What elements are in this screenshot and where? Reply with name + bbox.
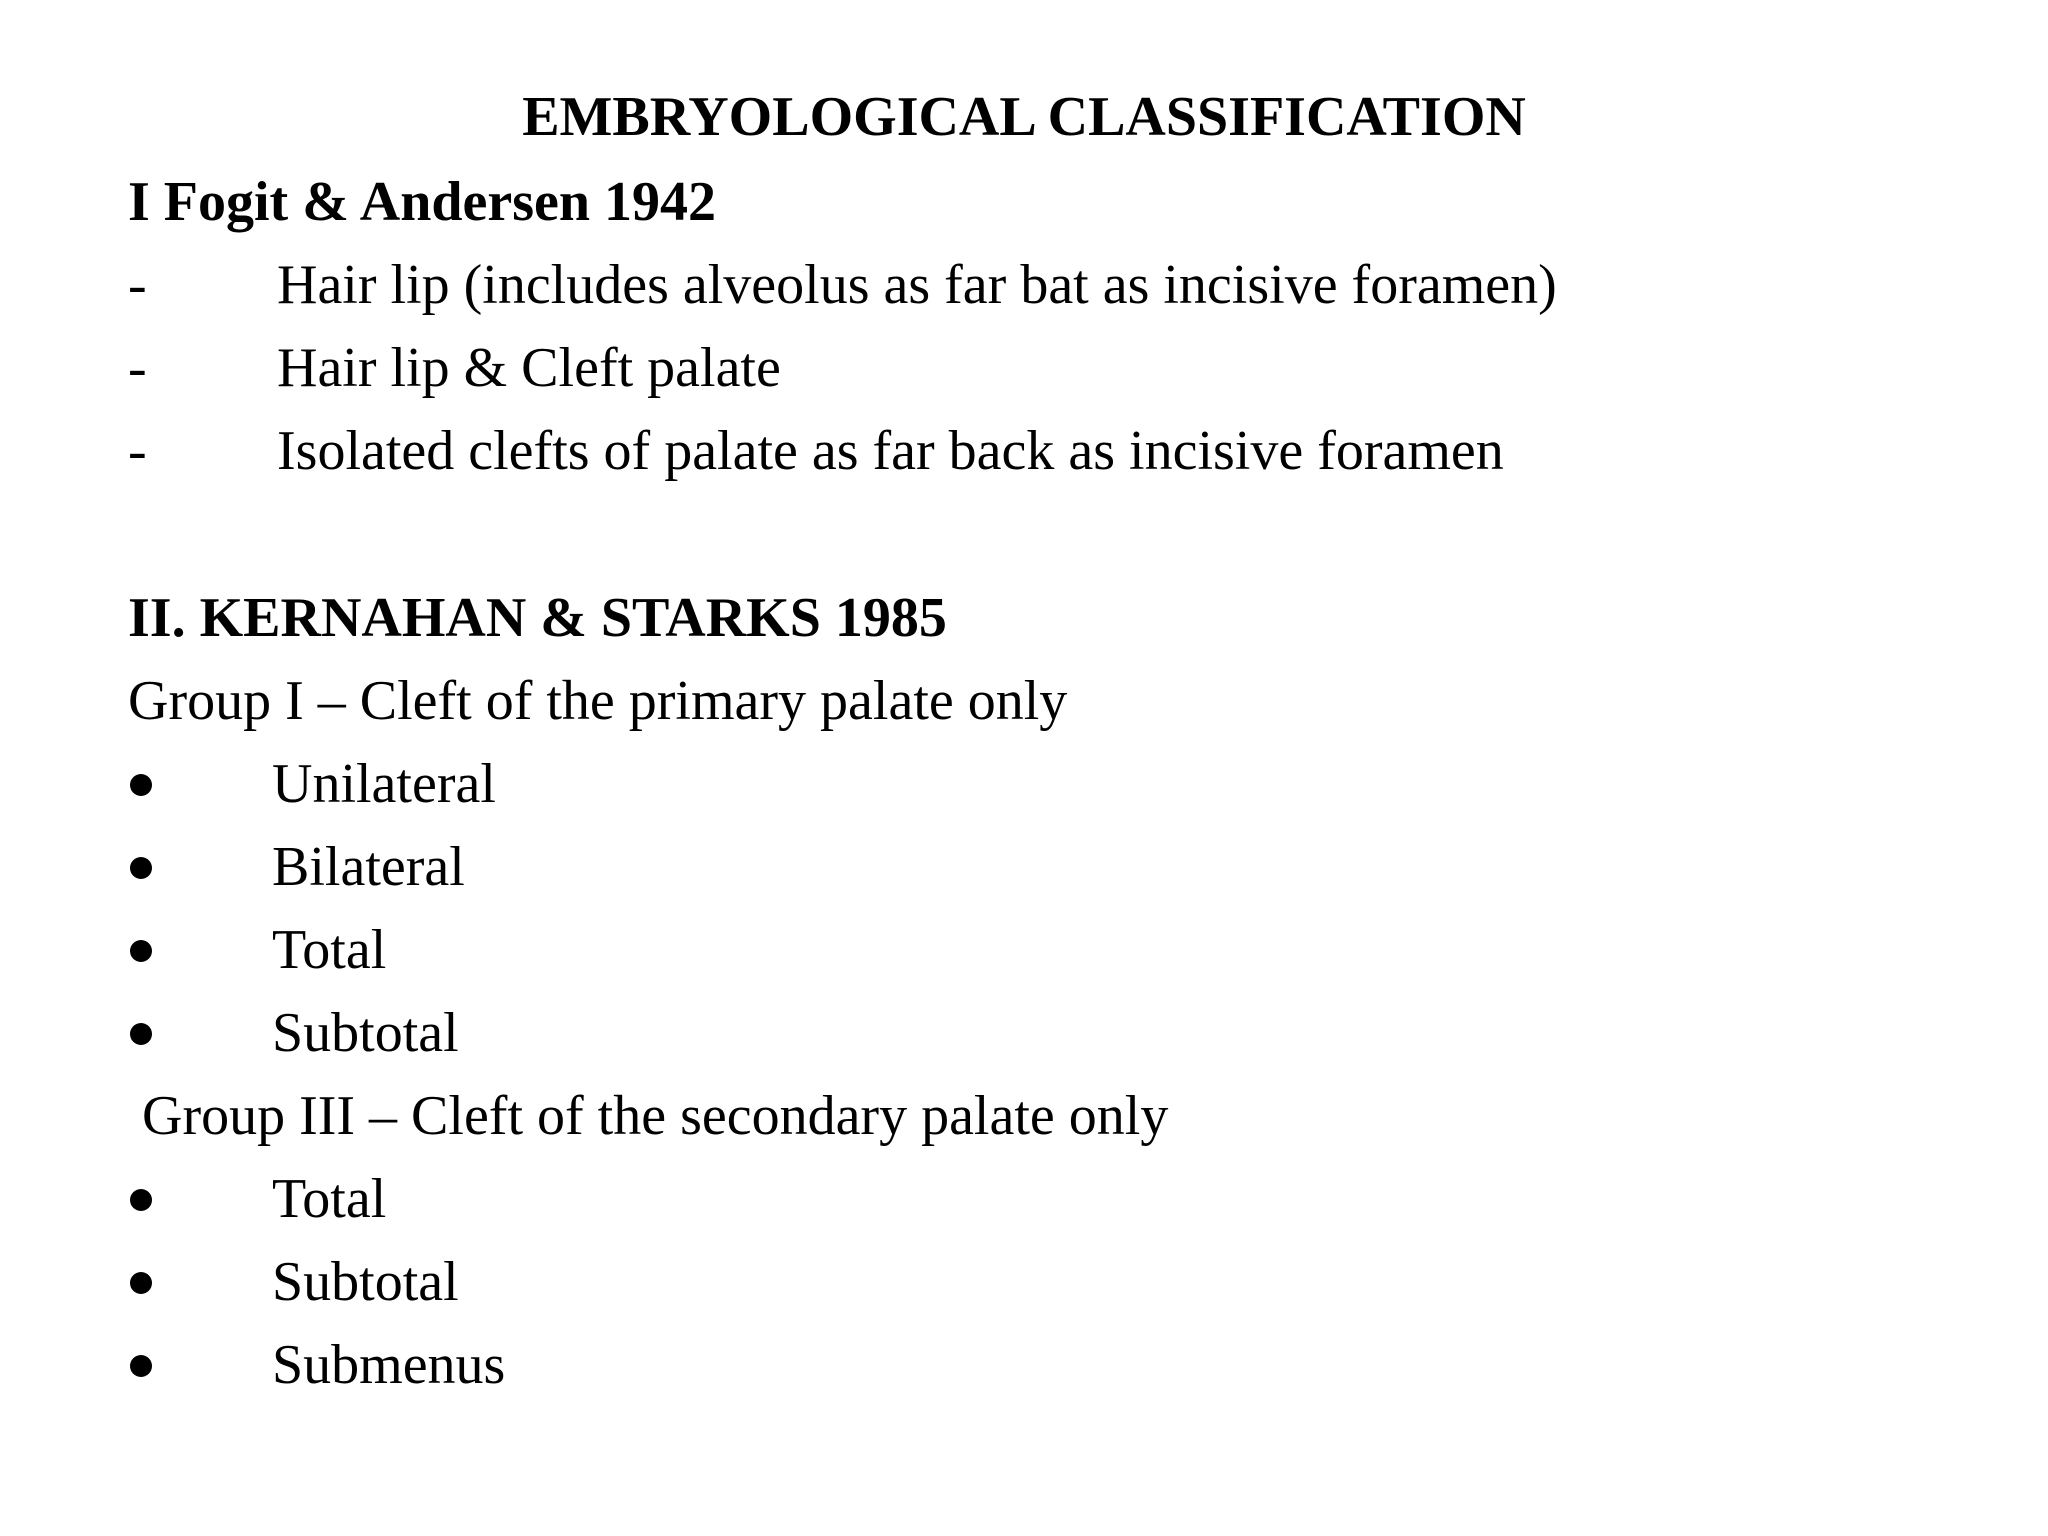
list-item-text: Total	[272, 1168, 387, 1230]
dash-marker: -	[128, 254, 147, 316]
list-item-text: Subtotal	[272, 1002, 459, 1064]
bullet-icon	[130, 1023, 152, 1045]
group-label-secondary-palate: Group III – Cleft of the secondary palate only	[142, 1085, 1169, 1147]
bullet-icon	[130, 1355, 152, 1377]
dash-marker: -	[128, 420, 147, 482]
list-item-text: Subtotal	[272, 1251, 459, 1313]
list-item-text: Bilateral	[272, 836, 465, 898]
bullet-icon	[130, 774, 152, 796]
list-item-text: Hair lip (includes alveolus as far bat as incisive foramen)	[277, 254, 1557, 316]
document-title: EMBRYOLOGICAL CLASSIFICATION	[522, 86, 1526, 148]
list-item-text: Unilateral	[272, 753, 496, 815]
bullet-icon	[130, 940, 152, 962]
section-heading-kernahan-starks: II. KERNAHAN & STARKS 1985	[128, 587, 947, 649]
list-item-text: Submenus	[272, 1334, 506, 1396]
section-heading-fogit-andersen: I Fogit & Andersen 1942	[128, 171, 716, 233]
bullet-icon	[130, 1189, 152, 1211]
bullet-icon	[130, 857, 152, 879]
group-label-primary-palate: Group I – Cleft of the primary palate only	[128, 670, 1068, 732]
dash-marker: -	[128, 337, 147, 399]
bullet-icon	[130, 1272, 152, 1294]
list-item-text: Hair lip & Cleft palate	[277, 337, 781, 399]
list-item-text: Isolated clefts of palate as far back as incisive foramen	[277, 420, 1504, 482]
list-item-text: Total	[272, 919, 387, 981]
